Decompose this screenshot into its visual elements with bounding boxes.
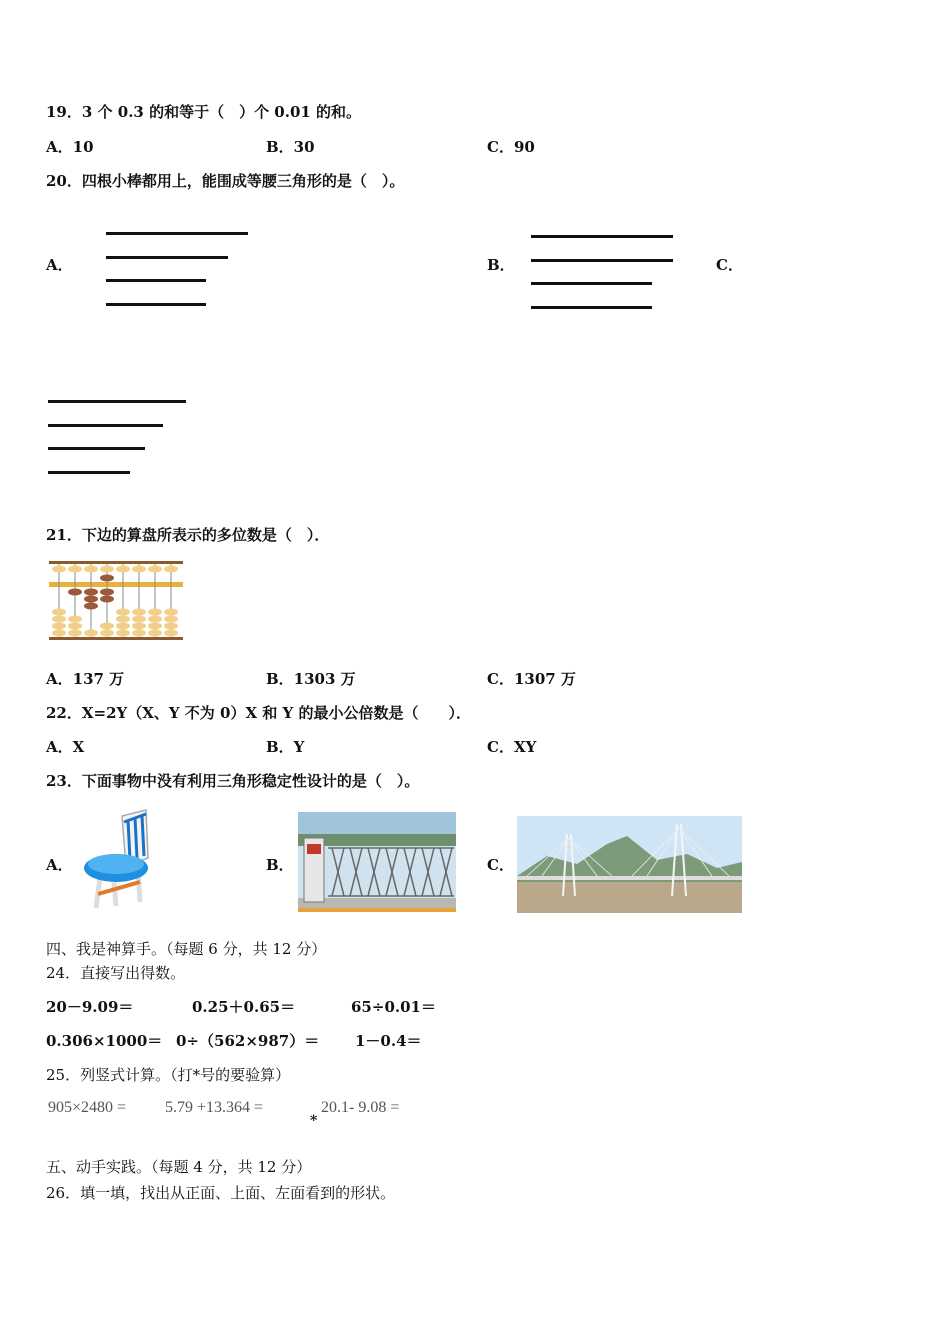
q21-option-b: B．1303 万	[266, 670, 356, 688]
q24-expr-6: 1－0.4＝	[355, 1032, 422, 1050]
stick	[531, 306, 652, 309]
q25-expr-1: 905×2480 =	[48, 1099, 127, 1116]
q25-expr-2: 5.79 +13.364 =	[165, 1099, 264, 1116]
q23-stem: 23．下面事物中没有利用三角形稳定性设计的是（ ）。	[46, 772, 420, 790]
stick	[48, 400, 186, 403]
q24-expr-3: 65÷0.01＝	[351, 998, 436, 1016]
stick	[106, 303, 206, 306]
cable-bridge-image	[517, 816, 742, 913]
q23-option-a: A．	[46, 856, 73, 874]
stick	[531, 259, 673, 262]
q25-stem: 25．列竖式计算。（打*号的要验算）	[46, 1066, 291, 1084]
q24-expr-4: 0.306×1000＝	[46, 1032, 163, 1050]
stick	[531, 235, 673, 238]
q24-stem: 24．直接写出得数。	[46, 964, 186, 982]
q19-option-a: A．10	[46, 138, 94, 156]
section-4-heading: 四、我是神算手。（每题 6 分，共 12 分）	[46, 940, 327, 958]
abacus-beam	[49, 582, 183, 587]
q24-expr-2: 0.25＋0.65＝	[192, 998, 296, 1016]
stick	[48, 447, 145, 450]
stick	[531, 282, 652, 285]
section-5-heading: 五、动手实践。（每题 4 分，共 12 分）	[46, 1158, 312, 1176]
q19-option-c: C．90	[487, 138, 535, 156]
q24-expr-1: 20－9.09＝	[46, 998, 134, 1016]
q22-option-b: B．Y	[266, 738, 305, 756]
abacus-image	[48, 560, 184, 642]
q22-option-a: A．X	[46, 738, 85, 756]
q26-stem: 26．填一填，找出从正面、上面、左面看到的形状。	[46, 1184, 396, 1202]
stick	[106, 256, 228, 259]
q19-stem: 19．3 个 0.3 的和等于（ ）个 0.01 的和。	[46, 103, 362, 121]
abacus-frame-bottom	[49, 637, 183, 640]
q23-option-c: C．	[487, 856, 514, 874]
q22-stem: 22．X=2Y（X、Y 不为 0）X 和 Y 的最小公倍数是（ ）．	[46, 704, 471, 722]
q24-expr-5: 0÷（562×987）＝	[176, 1032, 320, 1050]
q25-expr-3: 20.1- 9.08 =	[321, 1099, 400, 1116]
stick	[48, 424, 163, 427]
q20-option-a: A．	[46, 256, 73, 274]
abacus-beads	[52, 566, 178, 637]
retractable-gate-image	[298, 812, 456, 912]
q25-check-mark: *	[310, 1113, 318, 1129]
q22-option-c: C．XY	[487, 738, 537, 756]
stick	[106, 279, 206, 282]
q20-stem: 20．四根小棒都用上，能围成等腰三角形的是（ ）。	[46, 172, 405, 190]
q21-stem: 21．下边的算盘所表示的多位数是（ ）．	[46, 526, 330, 544]
chair-image	[80, 808, 152, 912]
q23-option-b: B．	[266, 856, 294, 874]
q19-option-b: B．30	[266, 138, 315, 156]
q21-option-c: C．1307 万	[487, 670, 576, 688]
q20-option-b: B．	[487, 256, 515, 274]
q21-option-a: A．137 万	[46, 670, 125, 688]
stick	[48, 471, 130, 474]
q20-option-c: C．	[716, 256, 743, 274]
stick	[106, 232, 248, 235]
abacus-frame-top	[49, 561, 183, 564]
